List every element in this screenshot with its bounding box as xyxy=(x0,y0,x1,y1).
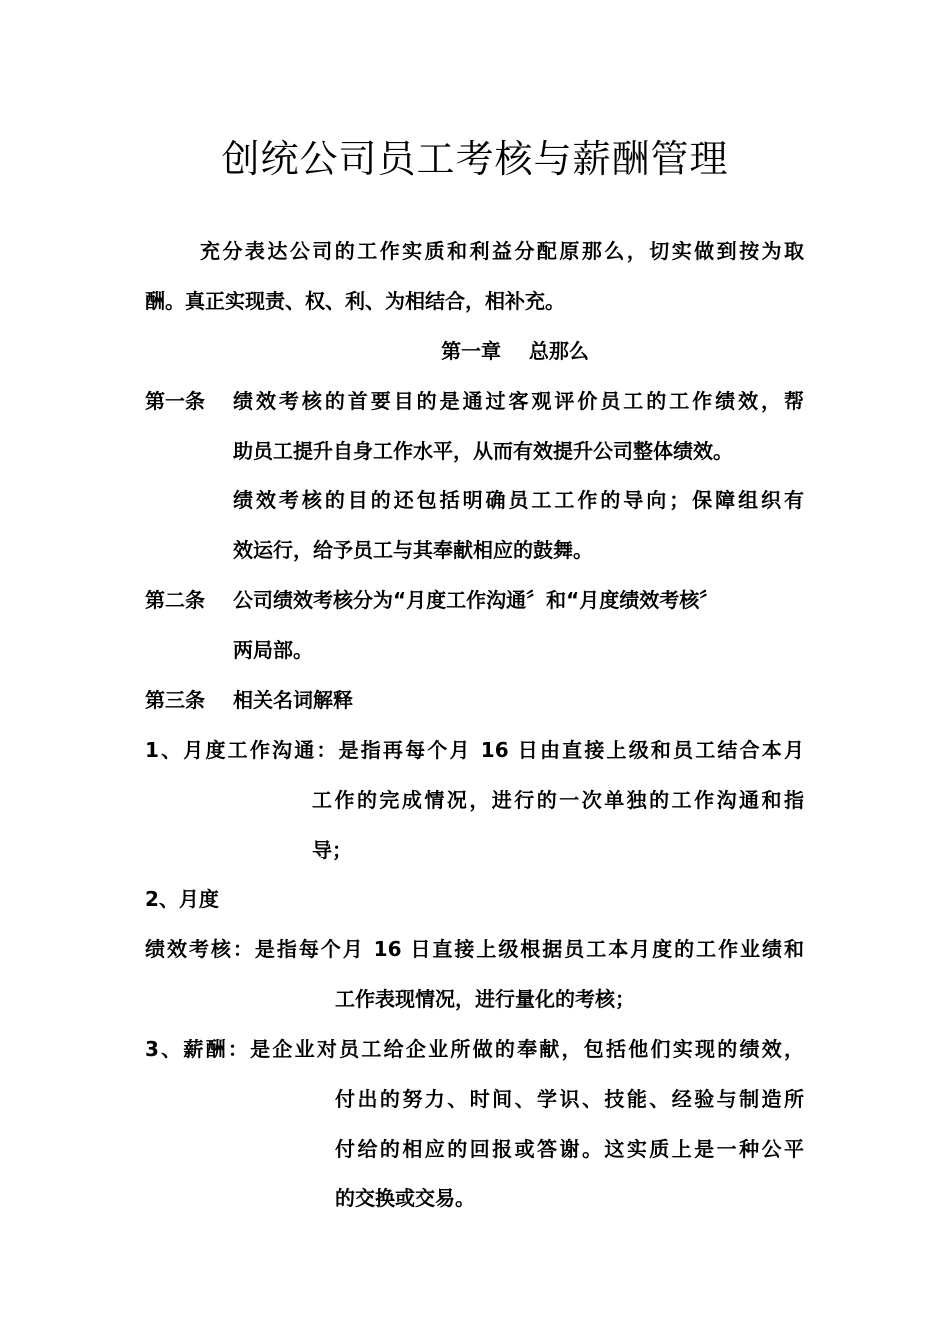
definition-3-line-2: 付出的努力、时间、学识、技能、经验与制造所 xyxy=(335,1087,804,1111)
article-3-text: 相关名词解释 xyxy=(233,688,353,712)
definition-3-line-1: 3、薪酬：是企业对员工给企业所做的奉献，包括他们实现的绩效， xyxy=(145,1037,804,1061)
definition-2-line-2: 绩效考核：是指每个月 16 日直接上级根据员工本月度的工作业绩和 xyxy=(145,937,804,961)
article-1-label: 第一条 xyxy=(145,389,205,413)
intro-line-1: 充分表达公司的工作实质和利益分配原那么，切实做到按为取 xyxy=(200,239,804,263)
definition-1-line-3: 导； xyxy=(312,838,352,862)
article-2-line-1: 公司绩效考核分为“月度工作沟通〞和“月度绩效考核〞 xyxy=(233,588,720,612)
definition-2-line-3: 工作表现情况，进行量化的考核； xyxy=(335,987,635,1011)
intro-line-2: 酬。真正实现责、权、利、为相结合，相补充。 xyxy=(145,289,565,313)
article-3-label: 第三条 xyxy=(145,688,205,712)
definition-1-line-1: 1、月度工作沟通：是指再每个月 16 日由直接上级和员工结合本月 xyxy=(145,738,804,762)
definition-3-line-3: 付给的相应的回报或答谢。这实质上是一种公平 xyxy=(335,1137,804,1161)
article-2-line-2: 两局部。 xyxy=(233,638,313,662)
definition-2-line-1: 2、月度 xyxy=(145,887,219,911)
article-1-line-4: 效运行，给予员工与其奉献相应的鼓舞。 xyxy=(233,538,593,562)
article-1-line-2: 助员工提升自身工作水平，从而有效提升公司整体绩效。 xyxy=(233,439,733,463)
chapter-heading: 第一章 总那么 xyxy=(441,339,589,363)
article-1-line-1: 绩效考核的首要目的是通过客观评价员工的工作绩效，帮 xyxy=(233,389,804,413)
article-1-line-3: 绩效考核的目的还包括明确员工工作的导向；保障组织有 xyxy=(233,488,804,512)
document-title: 创统公司员工考核与薪酬管理 xyxy=(221,137,729,181)
definition-3-line-4: 的交换或交易。 xyxy=(335,1186,475,1210)
definition-1-line-2: 工作的完成情况，进行的一次单独的工作沟通和指 xyxy=(312,788,804,812)
article-2-label: 第二条 xyxy=(145,588,205,612)
